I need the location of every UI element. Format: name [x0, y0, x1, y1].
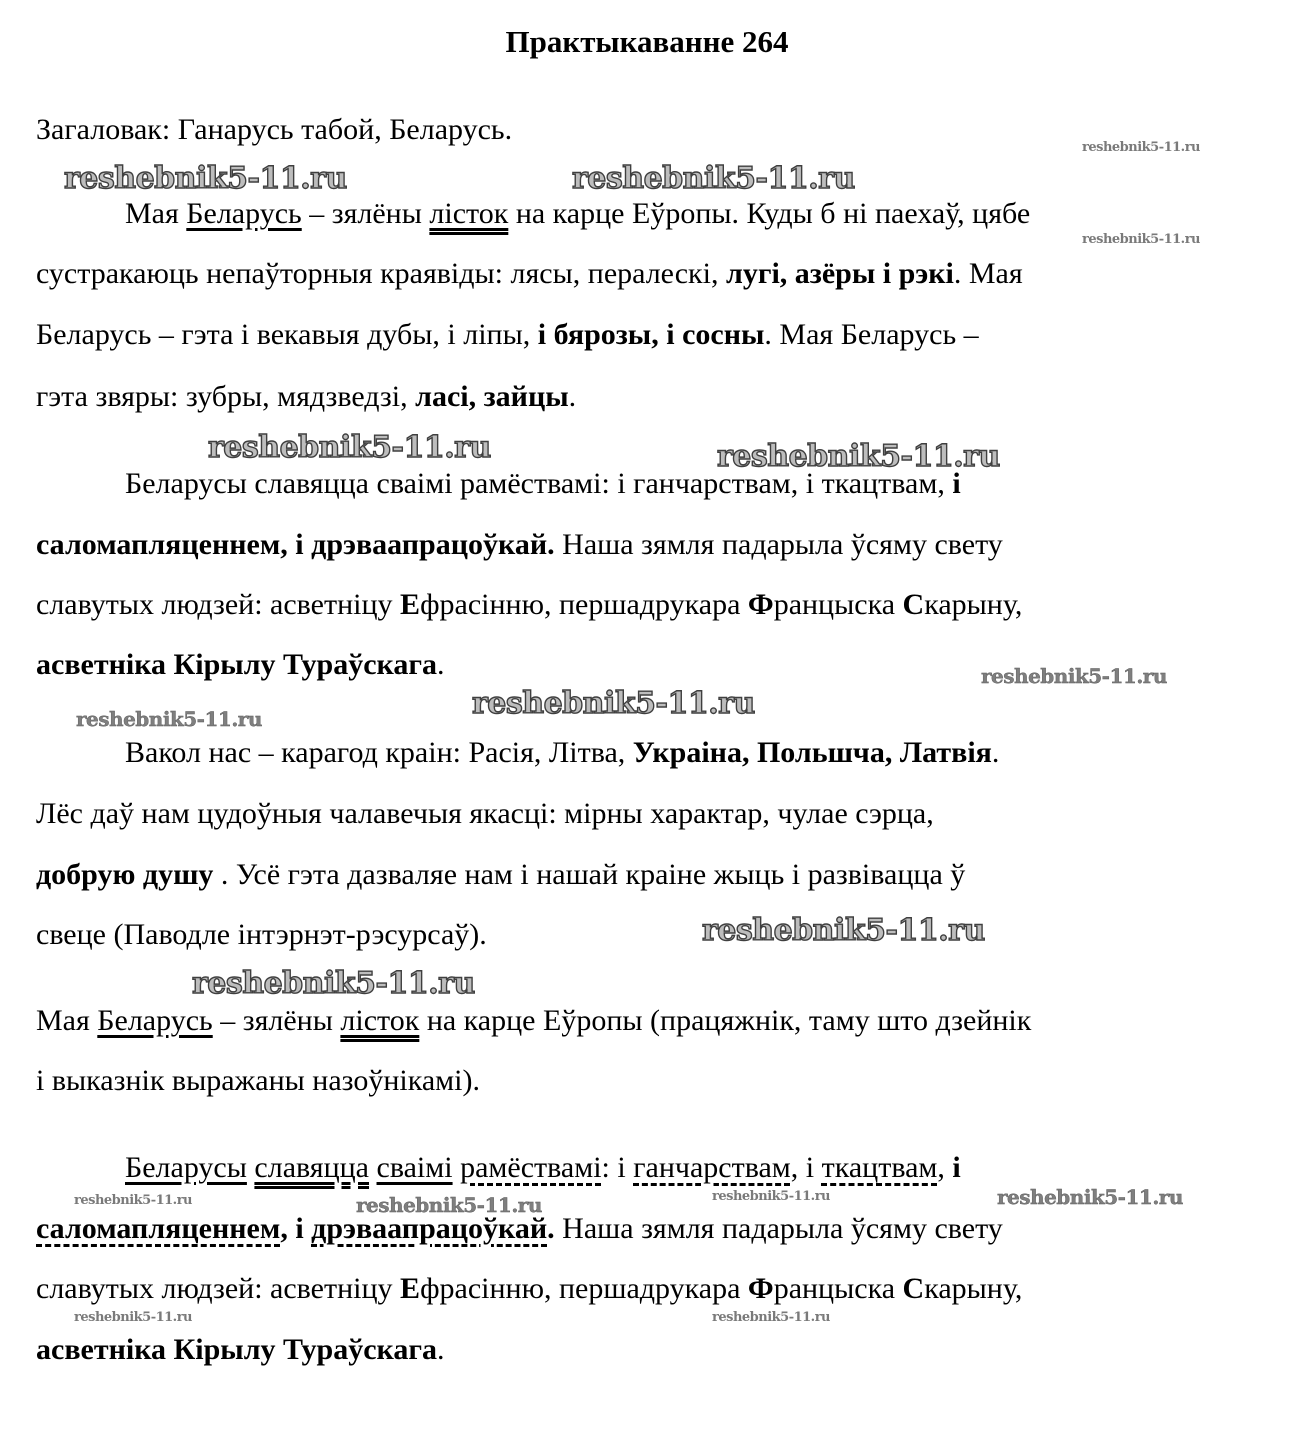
object-word: ткацтвам: [821, 1151, 938, 1184]
watermark: reshebnik5-11.ru: [192, 966, 475, 1001]
watermark: reshebnik5-11.ru: [572, 161, 855, 196]
watermark: reshebnik5-11.ru: [1082, 232, 1201, 247]
modifier-word: сваімі: [376, 1151, 453, 1184]
watermark: reshebnik5-11.ru: [1082, 140, 1201, 155]
predicate-word: лісток: [340, 1004, 420, 1037]
object-word: дрэваапрацоўкай: [311, 1212, 548, 1245]
page-title: Практыкаванне 264: [505, 24, 789, 59]
p1-line-1: Мая Беларусь – зялёны лісток на карце Еўропы. Куды б ні паехаў, цябе: [125, 197, 1031, 230]
p2-line-2: саломапляценнем, і дрэваапрацоўкай. Наша зямля падарыла ўсяму свету: [36, 528, 1003, 561]
subject-word: Беларусь: [97, 1004, 213, 1037]
object-word: рамёствамі: [460, 1151, 602, 1184]
p3-line-3: добрую душу . Усё гэта дазваляе нам і нашай краіне жыць і развівацца ў: [36, 858, 966, 891]
analysis2-line-3: славутых людзей: асветніцу Ефрасінню, першадрукара Францыска Скарыну,: [36, 1272, 1023, 1305]
watermark: reshebnik5-11.ru: [74, 1310, 193, 1325]
watermark: reshebnik5-11.ru: [712, 1310, 831, 1325]
watermark: reshebnik5-11.ru: [64, 161, 347, 196]
p3-line-1: Вакол нас – карагод краін: Расія, Літва, Украіна, Польшча, Латвія.: [125, 736, 1000, 769]
watermark: reshebnik5-11.ru: [981, 664, 1167, 688]
p2-line-4: асветніка Кірылу Тураўскага.: [36, 648, 445, 681]
p3-line-2: Лёс даў нам цудоўныя чалавечыя якасці: мірны характар, чулае сэрца,: [36, 797, 934, 830]
subject-word: Беларусь: [186, 197, 302, 230]
object-word: ганчарствам: [633, 1151, 791, 1184]
predicate-word: славяцца: [254, 1151, 370, 1184]
object-word: саломапляценнем: [36, 1212, 281, 1245]
watermark: reshebnik5-11.ru: [472, 686, 755, 721]
watermark: reshebnik5-11.ru: [717, 439, 1000, 474]
watermark: reshebnik5-11.ru: [702, 913, 985, 948]
subject-word: Беларусы: [125, 1151, 247, 1184]
analysis2-line-2: саломапляценнем, і дрэваапрацоўкай. Наша зямля падарыла ўсяму свету: [36, 1212, 1003, 1245]
watermark: reshebnik5-11.ru: [712, 1189, 831, 1204]
watermark: reshebnik5-11.ru: [208, 430, 491, 465]
p3-line-4: свеце (Паводле інтэрнэт-рэсурсаў).: [36, 918, 487, 951]
analysis1-line-1: Мая Беларусь – зялёны лісток на карце Еўропы (працяжнік, таму што дзейнік: [36, 1004, 1032, 1037]
watermark: reshebnik5-11.ru: [997, 1185, 1183, 1209]
p1-line-4: гэта звяры: зубры, мядзведзі, ласі, зайцы.: [36, 380, 577, 413]
watermark: reshebnik5-11.ru: [74, 1193, 193, 1208]
analysis2-line-1: Беларусы славяцца сваімі рамёствамі: і ганчарствам, і ткацтвам, і: [125, 1151, 961, 1184]
p2-line-1: Беларусы славяццa сваімі рамёствамі: і ганчарствам, і ткацтвам, і: [125, 467, 961, 500]
watermark: reshebnik5-11.ru: [356, 1193, 542, 1217]
p1-line-2: сустракаюць непаўторныя краявіды: лясы, пералескі, лугі, азёры і рэкі. Мая: [36, 257, 1023, 290]
p2-line-3: славутых людзей: асветніцу Ефрасінню, першадрукара Францыска Скарыну,: [36, 588, 1023, 621]
analysis2-line-4: асветніка Кірылу Тураўскага.: [36, 1333, 445, 1366]
p1-line-3: Беларусь – гэта і векавыя дубы, і ліпы, і бярозы, і сосны. Мая Беларусь –: [36, 318, 979, 351]
analysis1-line-2: і выказнік выражаны назоўнікамі).: [36, 1064, 480, 1097]
watermark: reshebnik5-11.ru: [76, 707, 262, 731]
predicate-word: лісток: [429, 197, 509, 230]
heading-line: Загаловак: Ганарусь табой, Беларусь.: [36, 113, 513, 146]
